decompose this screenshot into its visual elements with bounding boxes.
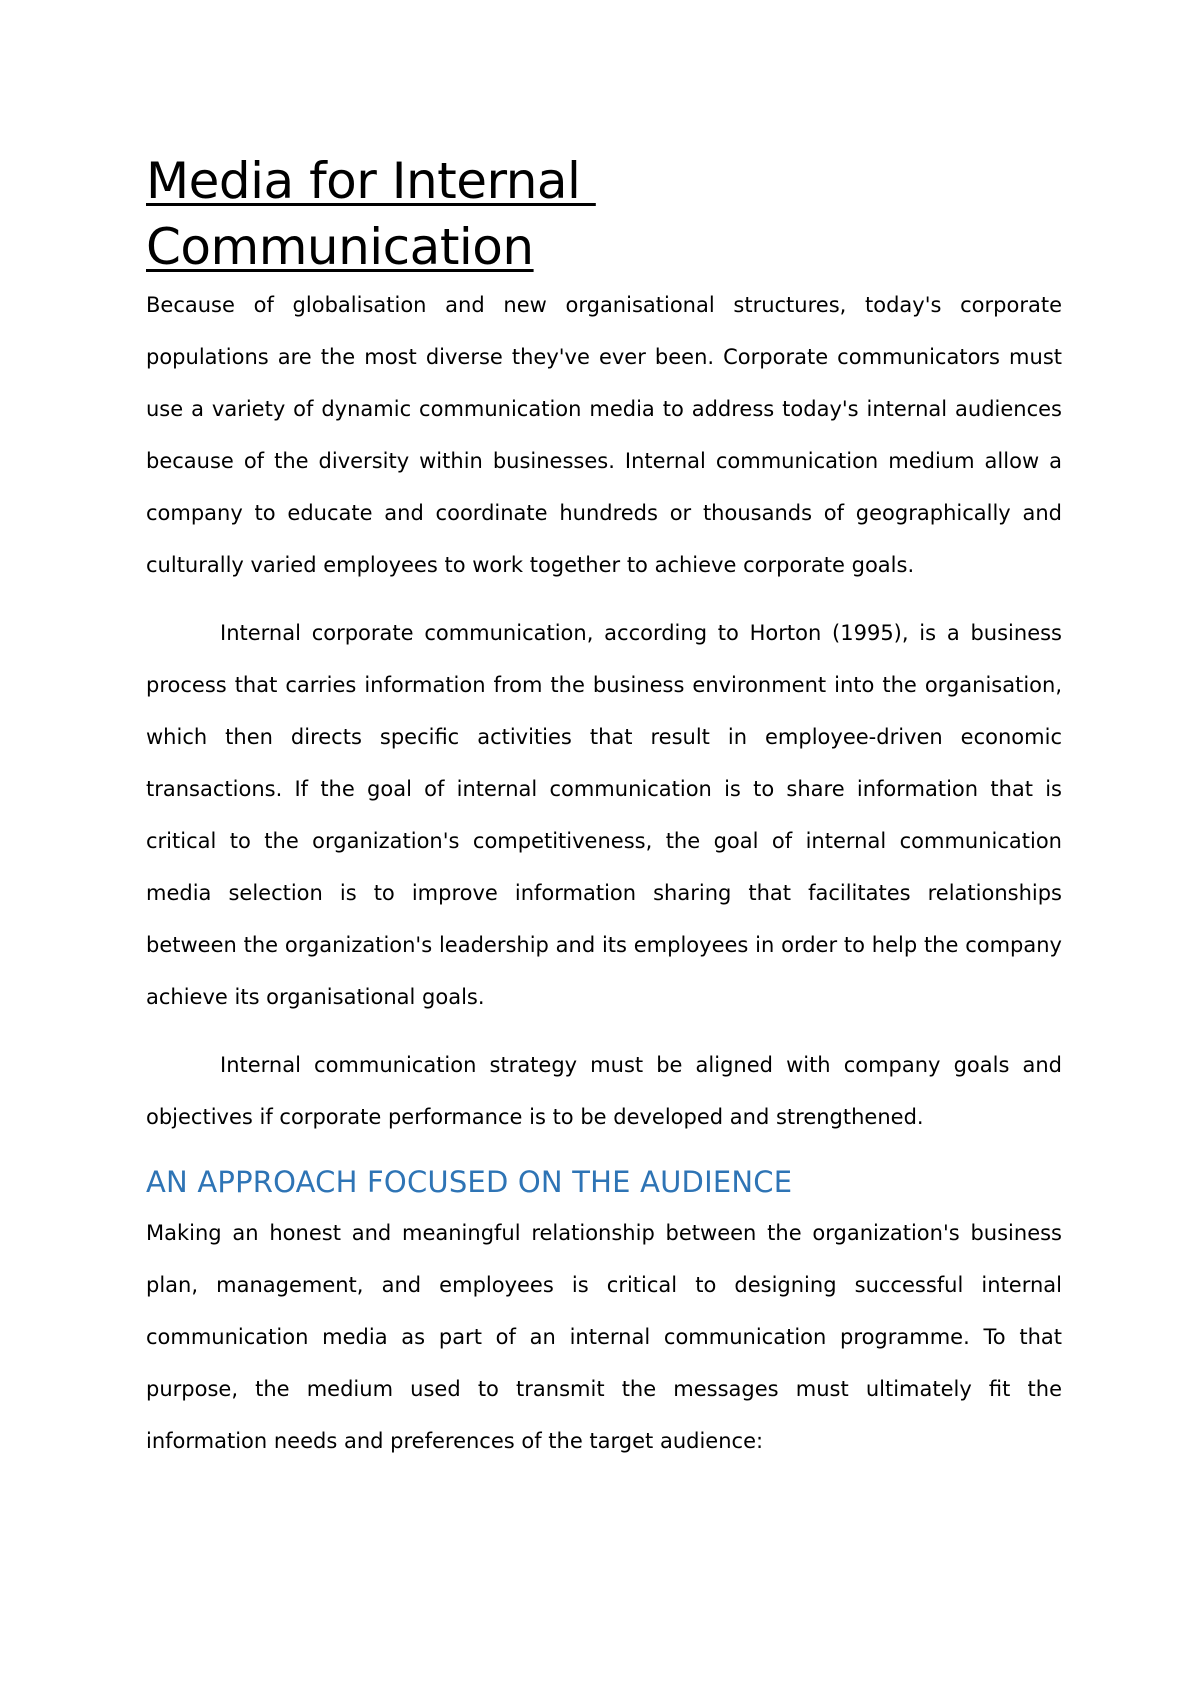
title-line-1: Media for Internal: [146, 152, 596, 210]
paragraph-horton: Internal corporate communication, according to Horton (1995), is a business process that carries information from the business environment into the organisation, which then directs specific activities that result in employee-driven economic transactions. If the goal of internal communication is to share information that is critical to the organization's competitiveness, the goal of internal communication media selection is to improve information sharing that facilitates relationships between the organization's leadership and its employees in order to help the company achieve its organisational goals.: [146, 621, 1062, 1009]
paragraph-strategy: Internal communication strategy must be aligned with company goals and objectives if corporate performance is to be developed and strengthened.: [146, 1053, 1062, 1129]
paragraph-relationship: Making an honest and meaningful relationship between the organization's business plan, management, and employees is critical to designing successful internal communication media as part of an internal communication programme. To that purpose, the medium used to transmit the messages must ultimately fit the information needs and preferences of the target audience:: [146, 1221, 1062, 1453]
title-line-2: Communication: [146, 218, 534, 276]
paragraph-globalisation: Because of globalisation and new organisational structures, today's corporate populations are the most diverse they've ever been. Corporate communicators must use a variety of dynamic communication media to address today's internal audiences because of the diversity within businesses. Internal communication medium allow a company to educate and coordinate hundreds or thousands of geographically and culturally varied employees to work together to achieve corporate goals.: [146, 293, 1062, 577]
document-page: [146, 148, 1062, 1467]
document-title: [146, 148, 1062, 280]
section-heading-audience: AN APPROACH FOCUSED ON THE AUDIENCE: [146, 1165, 793, 1199]
